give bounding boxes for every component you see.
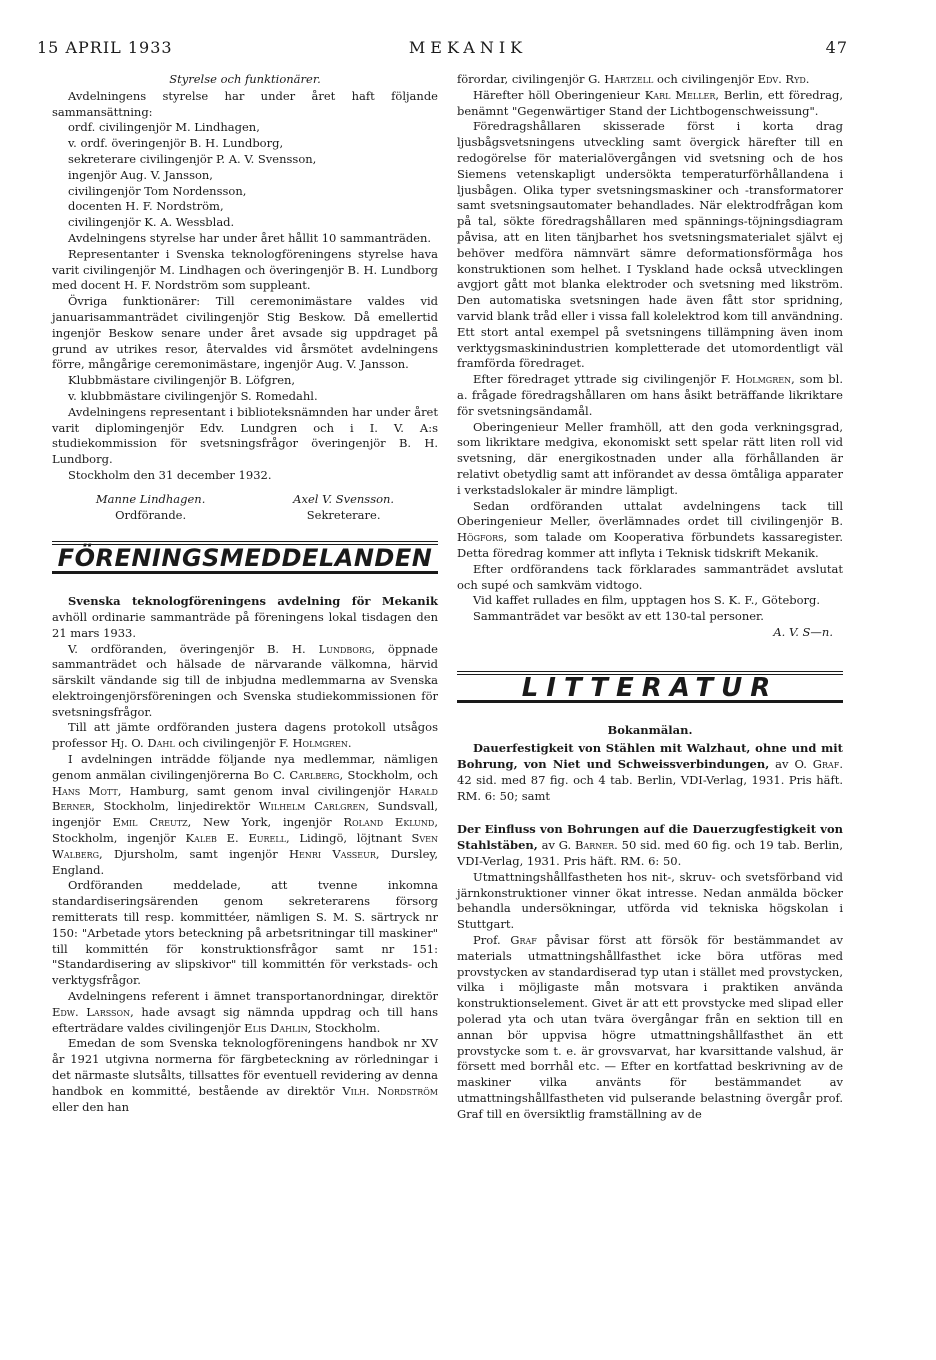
section-title-litteratur: LITTERATUR xyxy=(457,671,843,704)
paragraph xyxy=(52,752,438,878)
paragraph xyxy=(457,372,843,419)
text-run: av G. xyxy=(537,838,576,853)
board-member: civilingenjör K. A. Wessblad. xyxy=(68,215,235,230)
header-journal-title: MEKANIK xyxy=(408,38,528,57)
text-run: . xyxy=(805,72,810,86)
person-name: Karl Meller xyxy=(644,87,716,102)
styrelse-intro: Avdelningens styrelse har under året haft följande sammansättning: xyxy=(52,88,438,119)
paragraph: Avdelningens styrelse har under året hållit 10 sammanträden. xyxy=(68,230,432,245)
report-signature: A. V. S—n. xyxy=(773,624,833,639)
person-name: Barner xyxy=(575,838,615,853)
text-run: , hade avsagt sig nämnda uppdrag och till hans efterträdare valdes civilingenjör xyxy=(52,1004,438,1035)
person-name: Holmgren xyxy=(735,372,792,387)
signature-role: Sekreterare. xyxy=(306,507,381,522)
right-column xyxy=(457,72,843,1123)
paragraph: v. klubbmästare civilingenjör S. Romedahl. xyxy=(68,388,318,403)
text-run: , Stockholm, linjedirektör xyxy=(91,799,259,814)
board-member: sekreterare civilingenjör P. A. V. Svensson, xyxy=(68,151,317,166)
text-run: , Lidingö, löjtnant xyxy=(285,831,412,846)
board-member: ordf. civilingenjör M. Lindhagen, xyxy=(68,120,260,135)
text-run: , som bl. a. frågade föredragshållaren om hans åsikt beträffande likriktare för svetsningsändamål. xyxy=(457,372,843,418)
text-run: påvisar först att försök för bestämmandet av materials utmattningshållfasthet icke böra utföras med provstycken av standardiserad typ utan i stället med provstycken, vilka i möjligaste mån motsvara i praktiken använda konstruktionselement. Givet är att ett provstycke med slipad eller polerad yta och utan tvära övergångar från en sektion till en annan bör uppvisa högre utmattningshållfasthet än ett provstycke som t. e. är grovsvarvat, har kvarsittande valshud, är försett med borrhål etc. — Efter en kortfattad beskrivning av de maskiner vilka använts för bestämmandet av utmattningshållfastheten vid pulserande belastning övergår prof. Graf till en översiktlig framställning av de xyxy=(457,933,843,1121)
text-run: , Sundsvall, ingenjör xyxy=(52,799,439,830)
paragraph xyxy=(52,1036,438,1115)
book-title: Der Einfluss von Bohrungen auf die Dauerzugfestigkeit von Stahlstäben, xyxy=(457,822,843,853)
text-run: V. ordföranden, överingenjör B. H. xyxy=(68,641,319,656)
text-run: , Stockholm, ingenjör xyxy=(52,815,438,846)
signature-role: Ordförande. xyxy=(115,507,187,522)
text-run: , Stockholm, och xyxy=(339,767,438,782)
header-date: 15 APRIL 1933 xyxy=(37,38,173,57)
person-name: Harald Berner xyxy=(52,783,438,814)
person-name: Bo C. Carlberg xyxy=(253,767,340,782)
board-member: civilingenjör Tom Nordensson, xyxy=(68,183,247,198)
person-name: Hans Mott xyxy=(52,783,118,798)
book-title: Dauerfestigkeit von Stählen mit Walzhaut, ohne und mit Bohrung, von Niet und Schweissverbindungen, xyxy=(457,741,843,772)
text-run: Sedan ordföranden uttalat avdelningens tack till Oberingenieur Meller, överlämnades ordet till civilingenjör B. xyxy=(457,498,843,529)
text-run: I avdelningen inträdde följande nya medlemmar, nämligen genom anmälan civilingenjörerna xyxy=(52,752,438,782)
paragraph xyxy=(457,88,843,120)
text-run: , New York, ingenjör xyxy=(187,815,344,830)
paragraph: Oberingenieur Meller framhöll, att den goda verkningsgrad, som likriktare medgiva, ekonomiskt sett spelar rätt liten roll vid svetsning, där energikostnaden under alla förhållanden är relativt obetydlig samt att införandet av dessa ömtåliga apparater i verkstadslokaler är mindre lämpligt. xyxy=(457,419,843,497)
text-run: eller den han xyxy=(52,1099,130,1114)
person-name: Holmgren xyxy=(292,736,348,751)
paragraph: Övriga funktionärer: Till ceremonimästare valdes vid januarisammanträdet civilingenjör Stig Beskow. Då emellertid ingenjör Beskow senare under året avsade sig uppdraget på grund av utrikes resor, återvaldes vid årsmötet avdelningens förre, mångårige ceremonimästare, ingenjör Aug. V. Jansson. xyxy=(52,294,438,372)
person-name: Henri Vasseur xyxy=(289,846,376,861)
person-name: Sven Walberg xyxy=(52,831,439,861)
paragraph: Representanter i Svenska teknologföreningens styrelse hava varit civilingenjör M. Lindhagen och överingenjör B. H. Lundborg med docent H. F. Nordström som suppleant. xyxy=(52,246,438,293)
text-run: . xyxy=(347,736,352,751)
left-column xyxy=(52,72,438,1115)
text-run: Härefter höll Oberingenieur xyxy=(473,87,645,102)
text-run: Efter föredraget yttrade sig civilingenjör F. xyxy=(473,372,736,387)
person-name: Edv. Ryd xyxy=(757,72,806,86)
paragraph xyxy=(457,72,843,88)
text-run: Avdelningens referent i ämnet transportanordningar, direktör xyxy=(68,989,438,1004)
paragraph xyxy=(52,642,438,721)
signature-row xyxy=(52,492,438,524)
book-entry xyxy=(457,822,843,869)
text-run: och civilingenjör xyxy=(653,72,758,86)
styrelse-heading: Styrelse och funktionärer. xyxy=(169,72,321,86)
paragraph: Avdelningens representant i biblioteksnämnden har under året varit diplomingenjör Edv. Lundgren och i I. V. A:s studiekommission för svetsningsfrågor överingenjör B. H. Lundborg. xyxy=(52,404,438,467)
paragraph xyxy=(457,933,843,1123)
paragraph: Utmattningshållfastheten hos nit-, skruv- och svetsförband vid järnkonstruktioner vinner ökat intresse. Nedan anmälda böcker behandla undersökningar, utförda vid tekniska högskolan i Stuttgart. xyxy=(457,869,843,932)
text-run: avhöll ordinarie sammanträde på föreningens lokal tisdagen den 21 mars 1933. xyxy=(52,609,438,640)
signature-name: Axel V. Svensson. xyxy=(293,491,395,506)
text-run: , Djursholm, samt ingenjör xyxy=(99,846,290,861)
person-name: Graf xyxy=(812,757,840,772)
text-run: Emedan de som Svenska teknologföreningens handbok nr XV år 1921 utgivna normerna för färgbeteckning av rörledningar i det närmaste slutsålts, tillsattes för eventuell revidering av denna handbok en kommitté, bestående av direktör xyxy=(52,1036,438,1098)
section-title-foreningsmeddelanden: FÖRENINGSMEDDELANDEN xyxy=(52,541,438,574)
text-run: , Dursley, England. xyxy=(52,846,439,877)
text-run: . 50 sid. med 60 fig. och 19 tab. Berlin, VDI-Verlag, 1931. Pris häft. RM. 6: 50. xyxy=(457,838,843,869)
text-run: förordar, civilingenjör G. xyxy=(457,72,605,86)
signature-name: Manne Lindhagen. xyxy=(95,491,206,506)
person-name: Hj. O. Dahl xyxy=(110,736,175,751)
text-run: . 42 sid. med 87 fig. och 4 tab. Berlin, VDI-Verlag, 1931. Pris häft. RM. 6: 50; samt xyxy=(457,757,843,803)
paragraph: Vid kaffet rullades en film, upptagen hos S. K. F., Göteborg. xyxy=(473,593,821,608)
report-date: Stockholm den 31 december 1932. xyxy=(68,467,272,482)
paragraph xyxy=(52,989,438,1036)
person-name: Högfors xyxy=(457,530,504,545)
book-entry xyxy=(457,741,843,804)
text-run: Till att jämte ordföranden justera dagens protokoll utsågos professor xyxy=(52,720,438,751)
paragraph xyxy=(52,594,438,641)
paragraph: Ordföranden meddelade, att tvenne inkomna standardiseringsärenden genom sekreterarens försorg remitterats till resp. kommittéer, nämligen S. M. S. särtryck nr 150: "Arbetade ytors beteckning på arbetsritningar till maskiner" till kommittén för konstruktionsfrågor samt nr 151: "Standardisering av slipskivor" till kommittén för verkstads- och verktygsfrågor. xyxy=(52,878,438,988)
board-member-list xyxy=(52,120,438,231)
paragraph: Sammanträdet var besökt av ett 130-tal personer. xyxy=(473,609,764,624)
paragraph xyxy=(52,720,438,752)
person-name: Lundborg xyxy=(318,641,372,656)
board-member: docenten H. F. Nordström, xyxy=(68,199,224,214)
text-run: , Berlin, ett föredrag, benämnt "Gegenwärtiger Stand der Lichtbogenschweissung". xyxy=(457,87,843,118)
signature-chair xyxy=(96,492,205,524)
person-name: Wilhelm Carlgren xyxy=(258,799,366,814)
person-name: Kaleb E. Eurell xyxy=(185,831,286,846)
text-run: av O. xyxy=(769,757,813,772)
paragraph: Klubbmästare civilingenjör B. Löfgren, xyxy=(68,373,296,388)
lead-bold: Svenska teknologföreningens avdelning för Mekanik xyxy=(68,594,438,609)
person-name: Vilh. Nordström xyxy=(342,1083,438,1098)
text-run: , öppnade sammanträdet och hälsade de närvarande välkomna, härvid särskilt vändande sig till de inbjudna medlemmarna av Svenska elektroingenjörsföreningen och Svenska studiekommissionen för svetsningsfrågor. xyxy=(52,641,438,719)
text-run: , Hamburg, samt genom inval civilingenjör xyxy=(117,783,399,798)
paragraph: Föredragshållaren skisserade först i korta drag ljusbågsvetsningens utveckling samt övergick härefter till en redogörelse för materialövergången vid svetsning och de hos Siemens vetenskapligt undersökta temperaturförhållandena i ljusbågen. Olika typer svetsningsmaskiner och -transformatorer samt svetsningsautomater behandlades. När elektrodfrågan kom på tal, sökte föredragshållaren med spännings-töjningsdiagram påvisa, att en liten tänjbarhet hos svetsningsmaterialet självt ej behöver medföra nämnvärt sämre deformationsförmåga hos konstruktionen som helhet. I Tyskland hade också utvecklingen avgjort gått mot blanka elektroder och svetsning med likström. Den automatiska svetsningen hade även fått stor spridning, varvid blank tråd eller i vissa fall kolelektrod kom till användning. Ett stort antal exempel på svetsningens tillämpning även inom verktygsmaskinindustrien kompletterade det utomordentligt väl framförda föredraget. xyxy=(457,119,843,371)
text-run: och civilingenjör F. xyxy=(174,736,293,751)
person-name: Elis Dahlin xyxy=(244,1020,308,1035)
signature-secretary xyxy=(293,492,394,524)
header-page-number: 47 xyxy=(825,38,848,57)
board-member: ingenjör Aug. V. Jansson, xyxy=(68,167,213,182)
text-run: , som talade om Kooperativa förbundets kassaregister. Detta föredrag kommer att inflyta i Teknisk tidskrift Mekanik. xyxy=(457,530,843,560)
person-name: Edw. Larsson xyxy=(52,1004,131,1019)
paragraph xyxy=(457,499,843,562)
board-member: v. ordf. överingenjör B. H. Lundborg, xyxy=(68,136,284,151)
subsection-title: Bokanmälan. xyxy=(607,723,693,738)
text-run: , Stockholm. xyxy=(307,1020,381,1035)
paragraph: Efter ordförandens tack förklarades sammanträdet avslutat och supé och samkväm vidtogo. xyxy=(457,561,843,592)
person-name: Roland Eklund xyxy=(343,815,435,830)
person-name: Emil Creutz xyxy=(112,815,188,830)
person-name: Graf xyxy=(510,933,537,948)
person-name: Hartzell xyxy=(604,72,654,86)
text-run: Prof. xyxy=(473,933,511,948)
spacer xyxy=(457,804,843,822)
